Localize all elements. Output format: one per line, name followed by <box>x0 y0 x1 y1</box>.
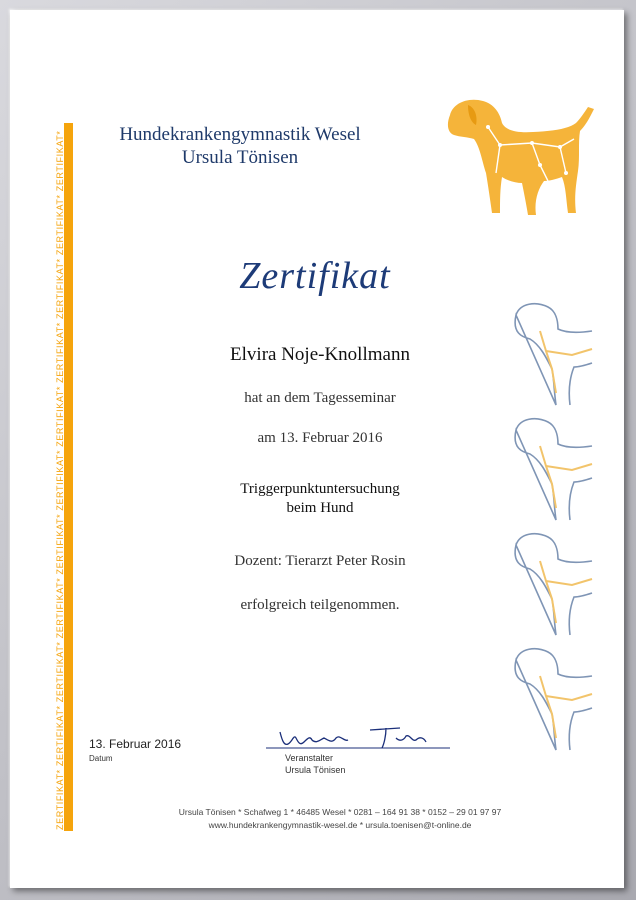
certificate-title: Zertifikat <box>239 255 391 297</box>
text-seminar-intro: hat an dem Tagesseminar <box>244 390 396 406</box>
seminar-topic <box>130 480 510 518</box>
certificate-page <box>10 10 624 888</box>
organization-person: Ursula Tönisen <box>181 147 299 168</box>
topic-line-2: beim Hund <box>286 500 354 516</box>
stripe-text: ZERTIFIKAT* ZERTIFIKAT* ZERTIFIKAT* ZERTIFIKAT* ZERTIFIKAT* ZERTIFIKAT* ZERTIFIKAT* ZERTIFIKAT* ZERTIFIKAT* ZERTIFIKAT* ZERTIFIKAT* <box>55 130 65 830</box>
date-label: Datum <box>89 754 113 763</box>
dog-outline-icon <box>496 638 596 753</box>
organization-header <box>90 123 390 169</box>
signer-name: Ursula Tönisen <box>285 765 346 775</box>
footer-web: www.hundekrankengymnastik-wesel.de * ursula.toenisen@t-online.de <box>208 820 472 830</box>
signature-date: 13. Februar 2016 <box>89 737 182 751</box>
organization-name: Hundekrankengymnastik Wesel <box>119 124 361 145</box>
footer-address: Ursula Tönisen * Schafweg 1 * 46485 Wesel * 0281 – 164 91 38 * 0152 – 29 01 97 97 <box>178 807 502 817</box>
text-closing: erfolgreich teilgenommen. <box>240 597 400 613</box>
footer-contact <box>90 806 590 832</box>
text-lecturer: Dozent: Tierarzt Peter Rosin <box>234 553 406 569</box>
signer-role: Veranstalter <box>285 753 334 763</box>
dog-logo-icon <box>428 85 598 230</box>
dog-outline-icon <box>496 408 596 523</box>
handwritten-signature <box>250 720 450 756</box>
recipient-name: Elvira Noje-Knollmann <box>230 344 410 365</box>
dog-outline-icon <box>496 293 596 408</box>
topic-line-1: Triggerpunktuntersuchung <box>240 481 400 497</box>
dog-outline-icon <box>496 523 596 638</box>
signer-block <box>285 752 345 776</box>
text-seminar-date: am 13. Februar 2016 <box>257 430 383 446</box>
